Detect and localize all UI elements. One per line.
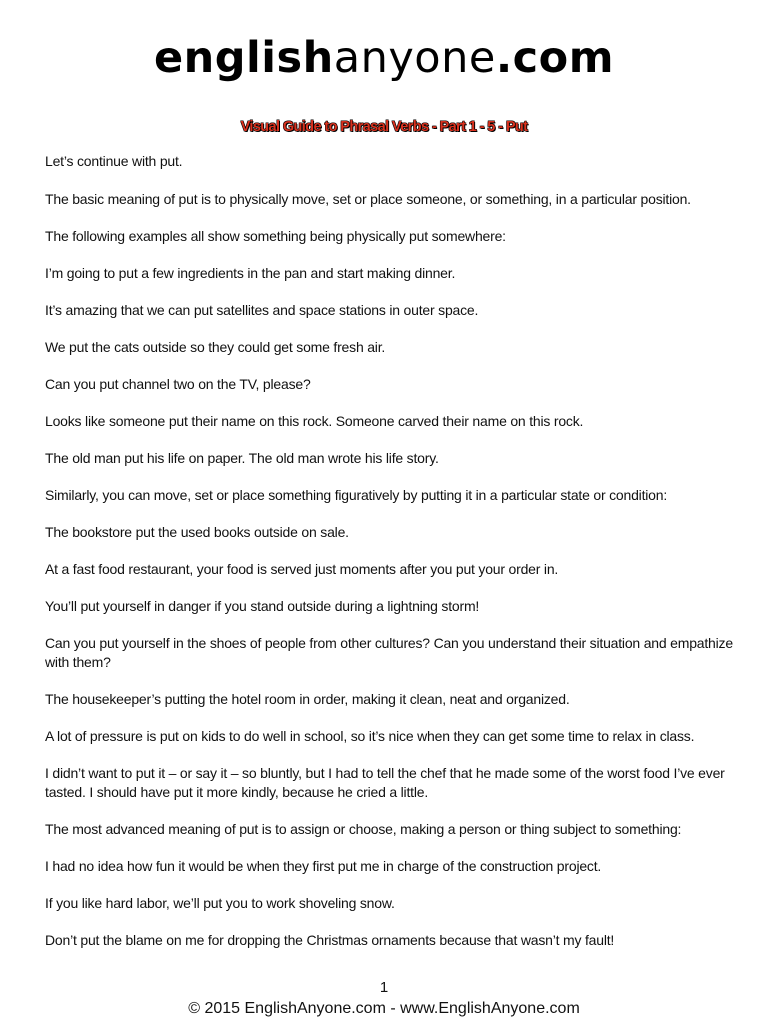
page-subtitle: Visual Guide to Phrasal Verbs - Part 1 - 5 - Put [240, 119, 528, 135]
paragraph: We put the cats outside so they could get some fresh air. [45, 339, 386, 355]
document-body [45, 152, 735, 950]
paragraph: The following examples all show something being physically put somewhere: [45, 228, 506, 244]
paragraph: The bookstore put the used books outside on sale. [45, 524, 349, 540]
paragraph: Don’t put the blame on me for dropping the Christmas ornaments because that wasn’t my fault! [45, 932, 615, 948]
paragraph: The old man put his life on paper. The old man wrote his life story. [45, 450, 439, 466]
paragraph: Can you put yourself in the shoes of people from other cultures? Can you understand their situation and empathize with them? [45, 635, 733, 670]
paragraph: I had no idea how fun it would be when they first put me in charge of the construction project. [45, 858, 602, 874]
paragraph: It’s amazing that we can put satellites and space stations in outer space. [45, 302, 479, 318]
paragraph: Similarly, you can move, set or place something figuratively by putting it in a particular state or condition: [45, 487, 668, 503]
paragraph: I’m going to put a few ingredients in the pan and start making dinner. [45, 265, 456, 281]
logo-english: english [154, 33, 334, 83]
paragraph: I didn’t want to put it – or say it – so bluntly, but I had to tell the chef that he made some of the worst food I’ve ever tasted. I should have put it more kindly, because he cried a little. [45, 765, 725, 800]
paragraph: Looks like someone put their name on this rock. Someone carved their name on this rock. [45, 413, 584, 429]
paragraph: A lot of pressure is put on kids to do well in school, so it’s nice when they can get some time to relax in class. [45, 728, 695, 744]
paragraph: If you like hard labor, we’ll put you to work shoveling snow. [45, 895, 395, 911]
logo-dotcom: .com [495, 33, 614, 83]
footer-copyright: © 2015 EnglishAnyone.com - www.EnglishAnyone.com [188, 1000, 580, 1017]
logo-anyone: anyone [333, 33, 496, 83]
site-logo [0, 32, 768, 84]
paragraph: Can you put channel two on the TV, please? [45, 376, 311, 392]
paragraph: Let’s continue with put. [45, 153, 183, 169]
page-number: 1 [379, 979, 389, 996]
paragraph: You’ll put yourself in danger if you stand outside during a lightning storm! [45, 598, 480, 614]
paragraph: The most advanced meaning of put is to assign or choose, making a person or thing subject to something: [45, 821, 682, 837]
paragraph: At a fast food restaurant, your food is served just moments after you put your order in. [45, 561, 559, 577]
paragraph: The basic meaning of put is to physically move, set or place someone, or something, in a particular position. [45, 191, 691, 207]
paragraph: The housekeeper’s putting the hotel room in order, making it clean, neat and organized. [45, 691, 570, 707]
